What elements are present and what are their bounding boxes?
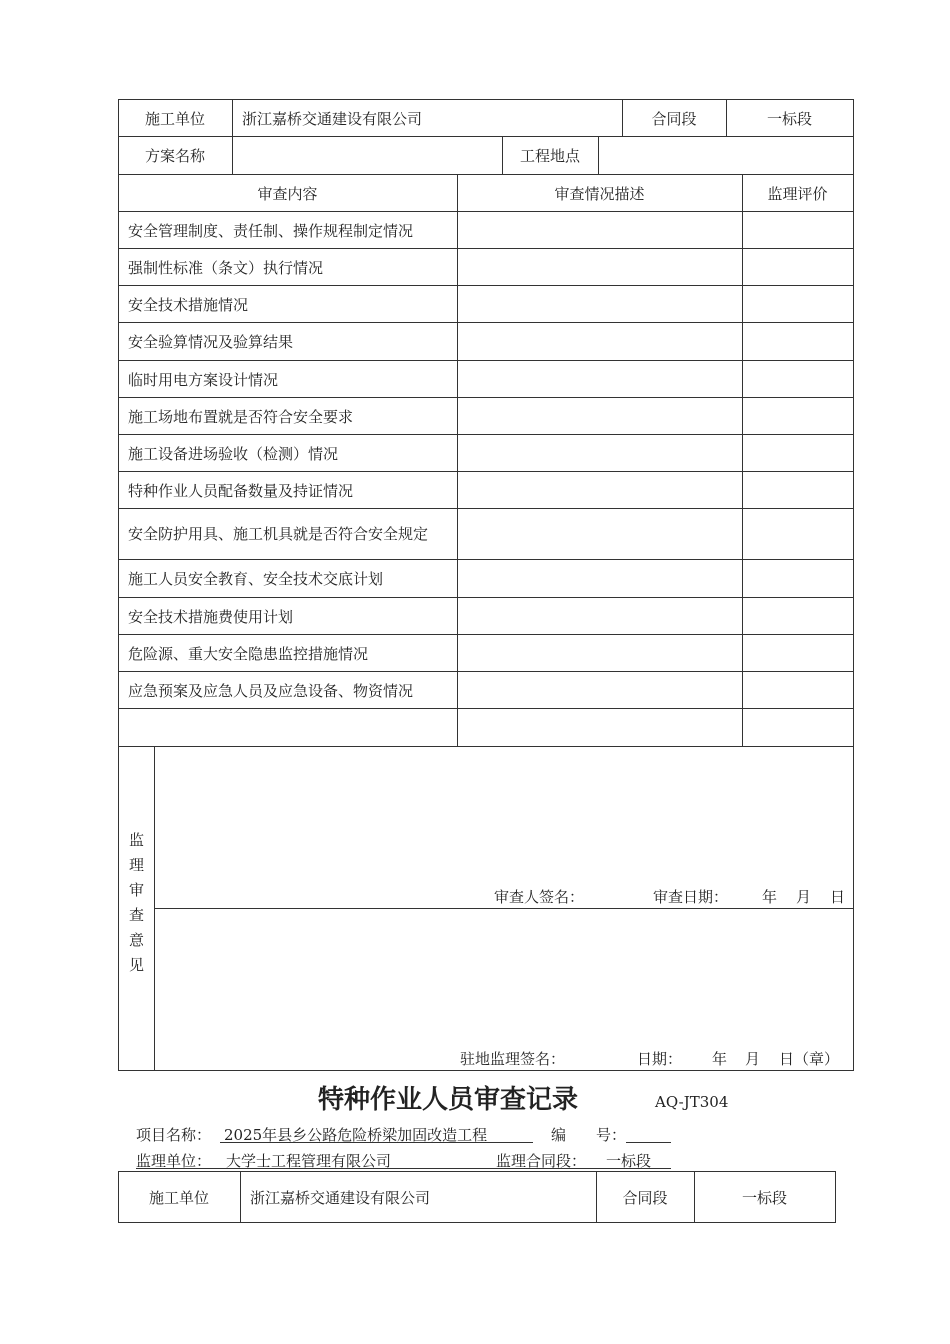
- opinion-side-label: 监理审查意见: [129, 831, 145, 974]
- review-item: 安全防护用具、施工机具就是否符合安全规定: [128, 525, 429, 543]
- reviewer-sign-label: 审查人签名：: [494, 888, 585, 906]
- project-name-value: 2025年县乡公路危险桥梁加固改造工程: [220, 1124, 533, 1143]
- review-item: 特种作业人员配备数量及持证情况: [128, 481, 354, 500]
- resident-year: 年: [712, 1050, 728, 1068]
- site-value: [598, 137, 853, 174]
- contract-section-value: 一标段: [766, 109, 812, 128]
- review-item: 安全验算情况及验算结果: [128, 333, 294, 351]
- number-value: [626, 1124, 671, 1143]
- record-title: 特种作业人员审查记录: [318, 1085, 579, 1115]
- construction-unit-label: 施工单位: [144, 109, 205, 128]
- review-item: 安全管理制度、责任制、操作规程制定情况: [128, 221, 414, 240]
- review-item: 施工人员安全教育、安全技术交底计划: [128, 570, 384, 588]
- contract-section-label: 合同段: [622, 1188, 668, 1207]
- column-header-review-content: 审查内容: [257, 184, 318, 203]
- review-item: 施工场地布置就是否符合安全要求: [128, 407, 354, 426]
- supervision-contract-label: 监理合同段：: [496, 1152, 587, 1170]
- column-header-evaluation: 监理评价: [767, 184, 828, 203]
- review-item: 施工设备进场验收（检测）情况: [128, 444, 339, 463]
- contract-section-label: 合同段: [651, 109, 697, 128]
- review-item: 应急预案及应急人员及应急设备、物资情况: [128, 681, 414, 700]
- review-item: 危险源、重大安全隐患监控措施情况: [128, 644, 369, 663]
- plan-name-label: 方案名称: [144, 147, 205, 165]
- review-day: 日: [830, 888, 846, 906]
- construction-unit-label: 施工单位: [148, 1188, 209, 1207]
- review-month: 月: [796, 888, 812, 906]
- construction-unit-value: 浙江嘉桥交通建设有限公司: [242, 109, 423, 128]
- review-item: 强制性标准（条文）执行情况: [128, 258, 324, 277]
- plan-name-value: [232, 137, 502, 174]
- review-item: 临时用电方案设计情况: [128, 370, 279, 389]
- resident-day-seal: 日（章）: [779, 1050, 840, 1068]
- review-item: [118, 709, 457, 746]
- supervision-contract-value: 一标段: [606, 1152, 652, 1170]
- column-header-description: 审查情况描述: [554, 184, 645, 203]
- supervisor-underline: [136, 1150, 671, 1169]
- construction-unit-value: 浙江嘉桥交通建设有限公司: [250, 1188, 431, 1207]
- review-item: 安全技术措施费使用计划: [128, 607, 294, 626]
- contract-section-value: 一标段: [741, 1188, 787, 1207]
- project-name-label: 项目名称：: [136, 1126, 212, 1144]
- review-item: 安全技术措施情况: [128, 295, 249, 314]
- number-label: 编 号：: [551, 1126, 627, 1144]
- resident-date-label: 日期：: [637, 1050, 683, 1068]
- supervisor-unit-value: 大学士工程管理有限公司: [226, 1152, 392, 1170]
- record-code: AQ-JT304: [655, 1093, 729, 1111]
- resident-sign-label: 驻地监理签名：: [460, 1050, 566, 1068]
- site-label: 工程地点: [519, 147, 580, 165]
- review-year: 年: [762, 888, 778, 906]
- resident-month: 月: [745, 1050, 761, 1068]
- review-date-label: 审查日期：: [653, 888, 729, 906]
- supervisor-unit-label: 监理单位：: [136, 1152, 212, 1170]
